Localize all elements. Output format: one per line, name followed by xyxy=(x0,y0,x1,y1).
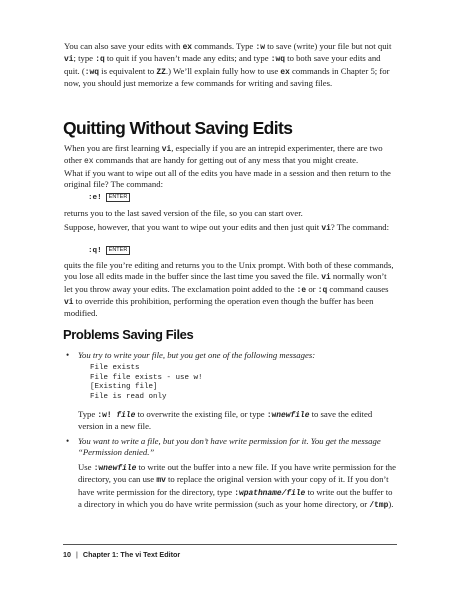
message-line: File file exists - use w! xyxy=(90,373,203,382)
text-run: to overwrite the existing file, or type xyxy=(135,409,267,419)
text-run: command causes xyxy=(327,283,389,294)
text-run: to save the edited version in a new file. xyxy=(78,409,373,432)
text-run: ; type xyxy=(73,53,96,64)
text-run: to quit if you haven’t made any edits; and type xyxy=(104,53,271,64)
page-number: 10 xyxy=(63,550,71,559)
code-e: :e xyxy=(296,285,307,295)
bullet-icon: • xyxy=(66,350,70,360)
page-footer xyxy=(63,550,180,559)
code-q: :q xyxy=(95,55,105,65)
code-wq: :wq xyxy=(84,67,99,77)
code-w: :w xyxy=(93,464,104,473)
bullet-permission-lead xyxy=(78,436,396,459)
text-run: commands. Type xyxy=(192,41,256,51)
bullet-write-lead xyxy=(78,350,396,361)
section-heading-quitting: Quitting Without Saving Edits xyxy=(63,118,293,138)
code-w: :w xyxy=(234,488,244,498)
text-run: commands in Chapter 5; for now, you should just memorize a few commands for writing and saving files. xyxy=(64,65,390,88)
paragraph-first-learning xyxy=(64,143,396,168)
paragraph-suppose xyxy=(64,222,396,234)
code-ex: ex xyxy=(84,157,94,167)
enter-key-icon: ENTER xyxy=(106,246,131,255)
code-vi: vi xyxy=(64,55,74,65)
code-w: :w xyxy=(266,411,277,420)
footer-separator: | xyxy=(76,550,78,559)
code-placeholder: newfile xyxy=(103,464,137,473)
error-messages-block xyxy=(90,364,203,402)
command-line-q xyxy=(88,246,130,256)
bullet-permission-followup xyxy=(78,462,396,511)
text-run: ). xyxy=(388,498,394,509)
command-code: :e! xyxy=(88,194,102,202)
enter-key-icon: ENTER xyxy=(106,193,131,202)
section-heading-problems: Problems Saving Files xyxy=(63,327,194,342)
text-run: to replace the original version with your copy of it. If you don’t have write permission for the directory, type xyxy=(78,474,389,497)
text-run: Type xyxy=(78,409,98,419)
footer-divider xyxy=(63,544,397,545)
text-run: to write out the buffer into a new file. If you have write permission for the directory, you can use xyxy=(78,462,396,485)
text-run: to override this prohibition, performing the operation even though the buffer has been modified. xyxy=(64,295,374,319)
bullet-write-followup xyxy=(78,409,396,433)
paragraph-save-edits xyxy=(64,41,396,89)
text-run: quits the file you’re editing and returns you to the Unix prompt. With both of these commands, you lose all edits made in the buffer since the last time you saved the file. xyxy=(64,260,394,282)
bullet-icon: • xyxy=(66,436,70,446)
running-chapter-title: Chapter 1: The vi Text Editor xyxy=(82,550,181,559)
code-vi: vi xyxy=(161,145,172,154)
message-line: File exists xyxy=(90,364,140,372)
bullet-lead-text: You try to write your file, but you get one of the following messages: xyxy=(78,350,316,360)
text-run: ? The command: xyxy=(330,222,390,232)
code-vi: vi xyxy=(321,273,331,283)
code-w-bang: :w! xyxy=(97,411,117,420)
command-code: :q! xyxy=(88,247,102,255)
code-w: :w xyxy=(255,43,265,52)
text-run: , especially if you are an intrepid experimenter, there are two other xyxy=(64,143,383,166)
message-line: [Existing file] xyxy=(90,383,158,392)
text-run: to both save your edits and quit. ( xyxy=(64,53,381,76)
code-vi: vi xyxy=(321,224,331,233)
bullet-lead-text: You want to write a file, but you don’t have write permission for it. You get the message “Permission denied.” xyxy=(78,436,381,458)
code-placeholder: pathname/file xyxy=(243,488,306,498)
text-run: commands that are handy for getting out of any mess that you might create. xyxy=(93,155,359,166)
code-zz: ZZ xyxy=(156,67,166,77)
code-mv: mv xyxy=(156,476,166,486)
code-tmp: /tmp xyxy=(369,500,389,510)
code-ex: ex xyxy=(182,43,193,52)
text-run: is equivalent to xyxy=(98,65,157,76)
code-q: :q xyxy=(317,285,328,295)
command-line-e xyxy=(88,193,130,203)
paragraph-wipe-out: What if you want to wipe out all of the edits you have made in a session and then return to the original file? The command: xyxy=(64,168,391,190)
text-run: to save (write) your file but not quit xyxy=(264,41,392,51)
code-placeholder: newfile xyxy=(276,411,310,420)
text-run: .) We’ll explain fully how to use xyxy=(165,65,281,76)
text-run: When you are first learning xyxy=(64,143,162,153)
text-run: to write out the buffer to a directory in which you do have write permission (such as your home directory, or xyxy=(78,486,393,509)
text-run: normally won’t let you throw away your edits. The exclamation point added to the xyxy=(64,271,387,294)
text-run: You can also save your edits with xyxy=(64,41,183,51)
code-wq: :wq xyxy=(270,55,285,65)
message-line: File is read only xyxy=(90,392,167,401)
paragraph-quits-file xyxy=(64,260,396,319)
paragraph-returns-you: returns you to the last saved version of the file, so you can start over. xyxy=(64,208,303,218)
code-vi: vi xyxy=(64,297,74,307)
text-run: Use xyxy=(78,462,94,472)
text-run: Suppose, however, that you want to wipe out your edits and then just quit xyxy=(64,222,322,232)
code-ex: ex xyxy=(280,67,290,77)
text-run: or xyxy=(306,283,318,294)
code-placeholder: file xyxy=(116,411,136,420)
